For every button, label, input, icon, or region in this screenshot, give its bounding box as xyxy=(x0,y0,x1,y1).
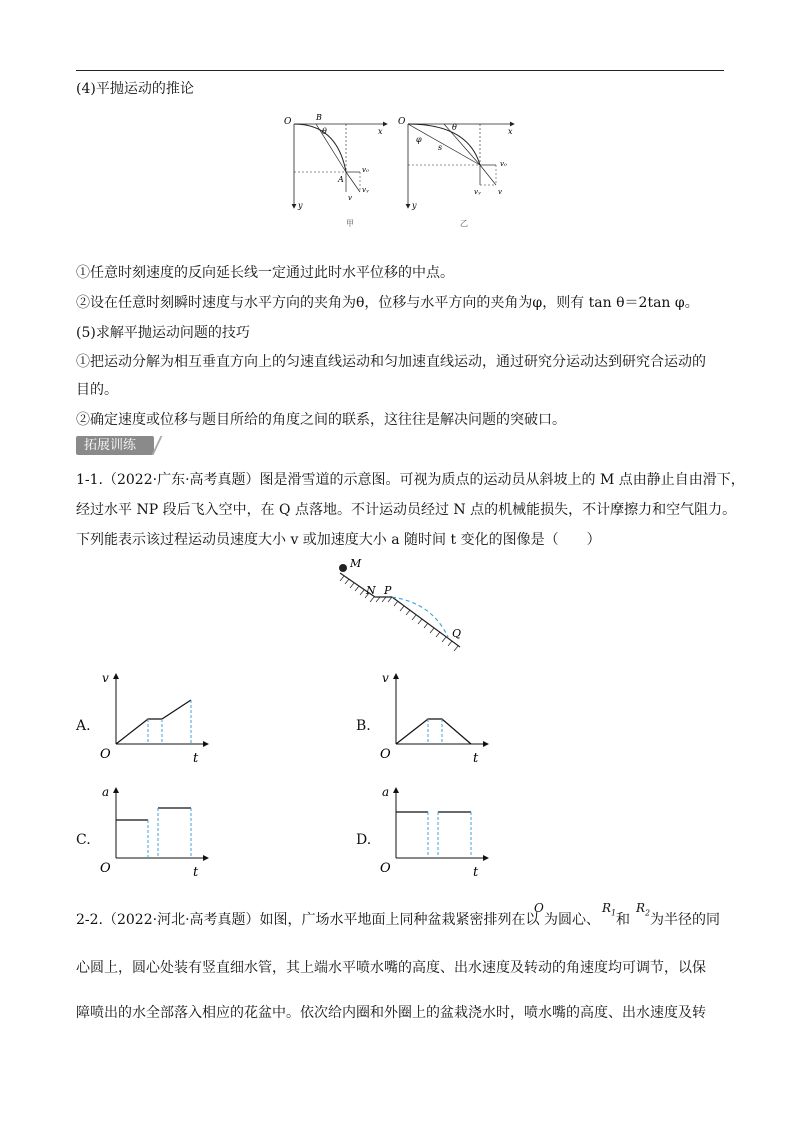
option-d-yaxis: a xyxy=(382,785,390,799)
option-c-label[interactable]: C. xyxy=(76,832,91,848)
ski-slope-figure xyxy=(320,555,500,660)
fig-yi-vy: vᵧ xyxy=(474,188,481,196)
header-rule xyxy=(76,70,724,71)
fig-yi-x: x xyxy=(508,127,513,136)
option-b-label[interactable]: B. xyxy=(356,718,371,734)
section4-point1: ①任意时刻速度的反向延长线一定通过此时水平位移的中点。 xyxy=(76,265,454,281)
slope-N: N xyxy=(366,584,376,597)
q2-symbol-O: O xyxy=(534,901,544,915)
option-d-origin: O xyxy=(380,861,391,876)
section5-point1-line2: 目的。 xyxy=(76,382,118,398)
q2-line1-b: 为圆心、 xyxy=(544,912,600,928)
q2-R2-letter: R xyxy=(636,901,646,915)
q1-line1: 1-1.（2022·广东·高考真题）图是滑雪道的示意图。可视为质点的运动员从斜坡上的 M 点由静止自由滑下， xyxy=(76,472,745,488)
q2-line2: 心圆上，圆心处装有竖直细水管，其上端水平喷水嘴的高度、出水速度及转动的角速度均可调节，以保 xyxy=(76,960,706,976)
fig-yi-s: s xyxy=(438,143,443,152)
option-c-yaxis: a xyxy=(102,785,110,799)
fig-jia-y: y xyxy=(298,201,303,210)
fig-yi-theta: θ xyxy=(452,123,457,132)
fig-yi-phi: φ xyxy=(416,135,422,144)
fig-jia-v: v xyxy=(348,194,352,202)
option-b-yaxis: v xyxy=(382,671,389,685)
q2-line1-d: 为半径的同 xyxy=(650,912,720,928)
section5-point2: ②确定速度或位移与题目所给的角度之间的联系，这往往是解决问题的突破口。 xyxy=(76,412,566,428)
fig-jia-B: B xyxy=(316,113,322,122)
option-d-xaxis: t xyxy=(473,865,479,880)
option-a-yaxis: v xyxy=(102,671,109,685)
option-b-origin: O xyxy=(380,747,391,762)
figure-yi xyxy=(396,110,520,235)
badge-label: 拓展训练 xyxy=(84,438,137,453)
fig-yi-O: O xyxy=(398,117,406,127)
slope-M: M xyxy=(350,557,362,570)
q2-R2-sub: 2 xyxy=(645,908,651,918)
slope-Q: Q xyxy=(452,627,462,640)
option-c-graph[interactable] xyxy=(96,782,216,882)
fig-jia-O: O xyxy=(284,117,292,127)
fig-jia-A: A xyxy=(338,175,344,184)
section5-point1-line1: ①把运动分解为相互垂直方向上的匀速直线运动和匀加速直线运动，通过研究分运动达到研究合运动的 xyxy=(76,354,706,370)
figure-jia xyxy=(282,110,392,235)
q1-line2: 经过水平 NP 段后飞入空中，在 Q 点落地。不计运动员经过 N 点的机械能损失，不计摩擦力和空气阻力。 xyxy=(76,502,737,518)
section4-point2: ②设在任意时刻瞬时速度与水平方向的夹角为θ，位移与水平方向的夹角为φ，则有 tan θ＝2tan φ。 xyxy=(76,295,699,311)
option-a-label[interactable]: A. xyxy=(76,718,91,734)
option-a-graph[interactable] xyxy=(96,668,216,768)
expansion-training-badge xyxy=(76,436,162,455)
fig-jia-theta: θ xyxy=(322,127,327,136)
fig-jia-caption: 甲 xyxy=(346,219,354,228)
fig-jia-x: x xyxy=(378,127,383,136)
fig-jia-v0: v₀ xyxy=(362,166,369,174)
section4-heading: (4)平抛运动的推论 xyxy=(76,81,194,97)
q2-line1-c: 和 xyxy=(616,912,630,928)
fig-jia-vy: vᵧ xyxy=(362,186,369,194)
q2-line1-a: 2-2.（2022·河北·高考真题）如图，广场水平地面上同种盆栽紧密排列在以 xyxy=(76,912,540,928)
fig-yi-v: v xyxy=(498,188,502,196)
q2-R1-sub: 1 xyxy=(611,908,617,918)
q2-R1-letter: R xyxy=(602,901,612,915)
q2-symbol-R1 xyxy=(602,901,616,917)
fig-yi-y: y xyxy=(412,201,417,210)
option-c-xaxis: t xyxy=(193,865,199,880)
option-a-xaxis: t xyxy=(193,751,199,766)
q2-symbol-R2 xyxy=(636,901,650,917)
option-c-origin: O xyxy=(100,861,111,876)
fig-yi-caption: 乙 xyxy=(460,219,468,228)
option-a-origin: O xyxy=(100,747,111,762)
skier-icon xyxy=(339,564,347,572)
q2-line3: 障喷出的水全部落入相应的花盆中。依次给内圈和外圈上的盆栽浇水时，喷水嘴的高度、出水速度及转 xyxy=(76,1005,706,1021)
option-b-graph[interactable] xyxy=(376,668,496,768)
slope-P: P xyxy=(384,584,392,597)
option-b-xaxis: t xyxy=(473,751,479,766)
option-d-graph[interactable] xyxy=(376,782,496,882)
option-d-label[interactable]: D. xyxy=(356,832,372,848)
fig-yi-v0: v₀ xyxy=(500,160,507,168)
q1-line3: 下列能表示该过程运动员速度大小 v 或加速度大小 a 随时间 t 变化的图像是（ ） xyxy=(76,532,601,548)
section5-heading: (5)求解平抛运动问题的技巧 xyxy=(76,325,250,341)
